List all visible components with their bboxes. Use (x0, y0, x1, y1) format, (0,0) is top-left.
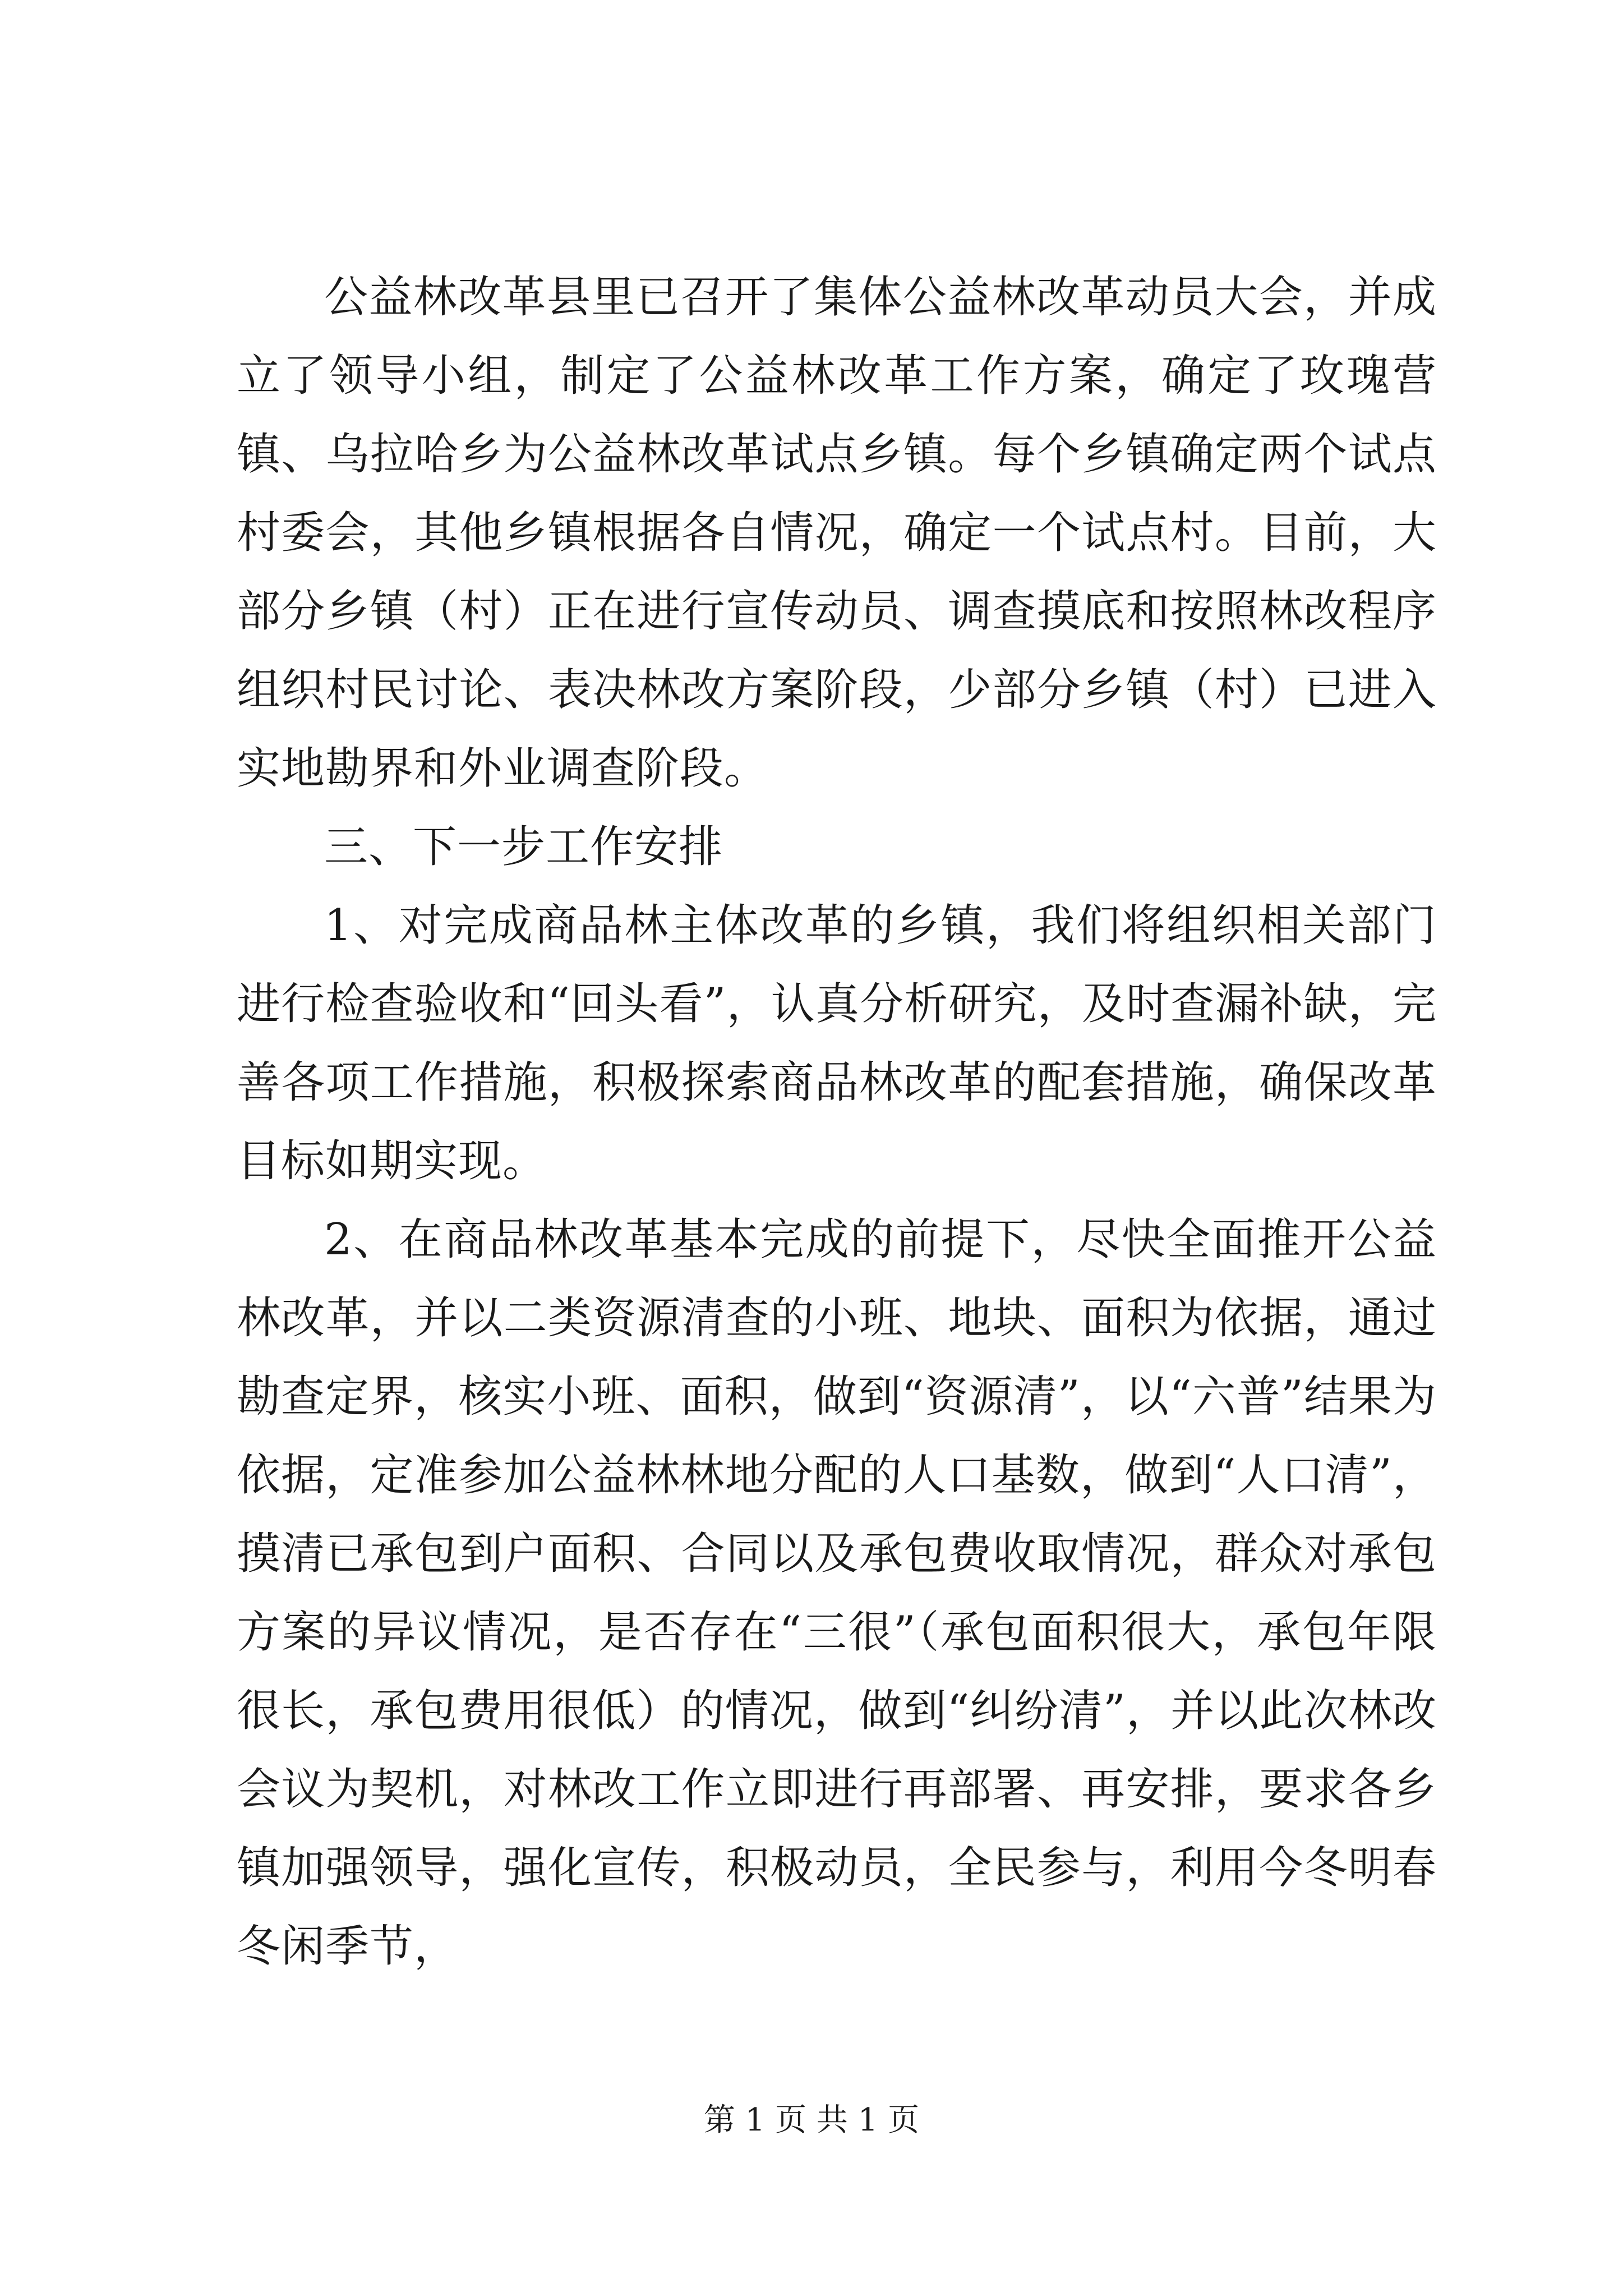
section-heading-next-steps: 三、下一步工作安排 (324, 822, 723, 872)
page-number-footer: 第 1 页 共 1 页 (703, 2102, 920, 2138)
paragraph-item-1: 1、对完成商品林主体改革的乡镇，我们将组织相关部门进行检查验收和“回头看”，认真分析研究，及时查漏补缺，完善各项工作措施，积极探索商品林改革的配套措施，确保改革目标如期实现。 (237, 900, 1437, 1186)
paragraph-item-2: 2、在商品林改革基本完成的前提下，尽快全面推开公益林改革，并以二类资源清查的小班、地块、面积为依据，通过勘查定界，核实小班、面积，做到“资源清”，以“六普”结果为依据，定准参加公益林林地分配的人口基数，做到“人口清”，摸清已承包到户面积、合同以及承包费收取情况，群众对承包方案的异议情况，是否存在“三很”（承包面积很大，承包年限很长，承包费用很低）的情况，做到“纠纷清”，并以此次林改会议为契机，对林改工作立即进行再部署、再安排，要求各乡镇加强领导，强化宣传，积极动员，全民参与，利用今冬明春冬闲季节， (237, 1214, 1437, 1972)
paragraph-public-forest-reform: 公益林改革县里已召开了集体公益林改革动员大会，并成立了领导小组，制定了公益林改革工作方案，确定了玫瑰营镇、乌拉哈乡为公益林改革试点乡镇。每个乡镇确定两个试点村委会，其他乡镇根据各自情况，确定一个试点村。目前，大部分乡镇（村）正在进行宣传动员、调查摸底和按照林改程序组织村民讨论、表决林改方案阶段，少部分乡镇（村）已进入实地勘界和外业调查阶段。 (237, 272, 1437, 794)
document-body (237, 258, 1437, 1986)
